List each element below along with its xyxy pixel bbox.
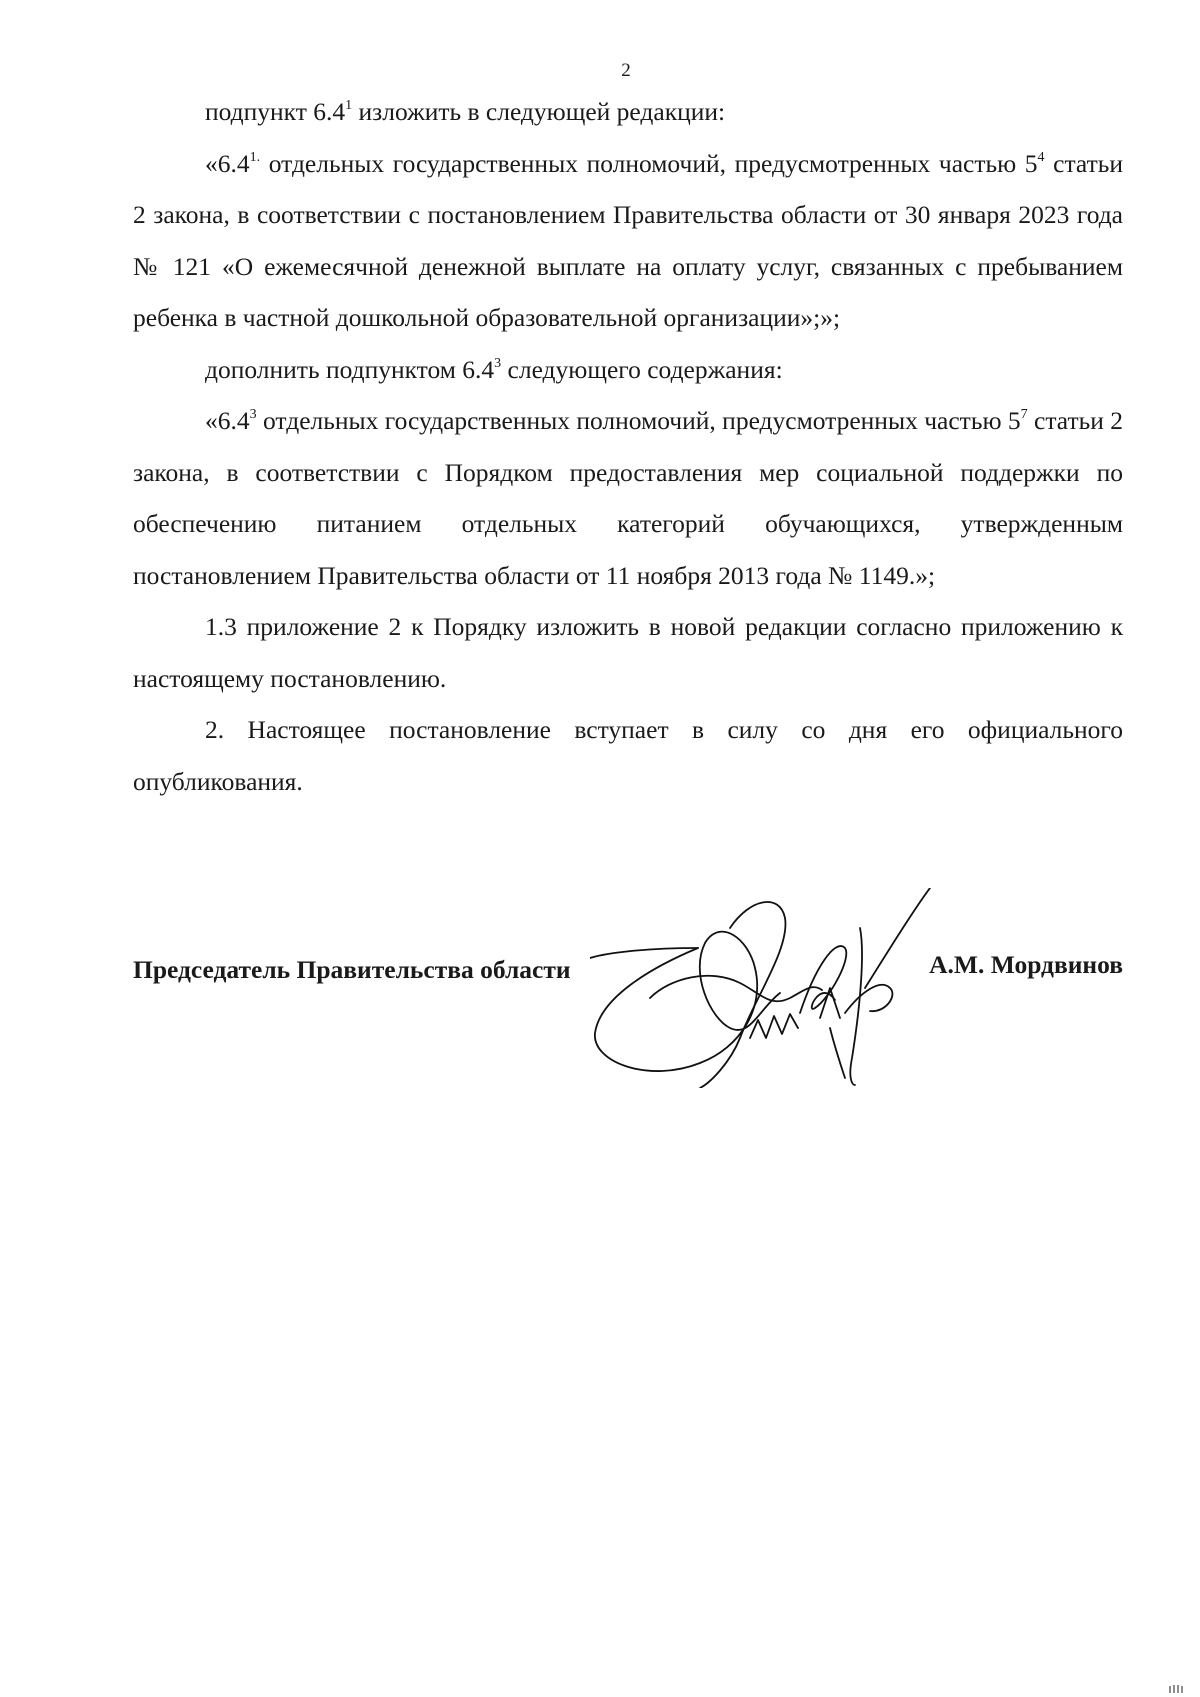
paragraph-text: изложить в следующей редакции: xyxy=(352,97,726,126)
document-body xyxy=(133,86,1123,807)
page-number: 2 xyxy=(621,60,631,81)
handwritten-signature xyxy=(590,888,940,1088)
paragraph-text: статьи 2 закона, в соответствии с Порядком предоставления мер социальной поддержки по обеспечению питанием отдельных категорий обучающихся, утвержденным постановлением Правительства области от 11 ноября 2013 года № 1149.»; xyxy=(133,406,1123,590)
paragraph xyxy=(133,395,1123,601)
signer-name: А.М. Мордвинов xyxy=(929,950,1123,979)
signer-position: Председатель Правительства области xyxy=(133,955,571,984)
superscript-index: 1 xyxy=(345,98,353,113)
superscript-index: 1. xyxy=(249,149,261,165)
paragraph xyxy=(133,344,1123,396)
paragraph-text: «6.4 xyxy=(205,148,250,178)
paragraph-text: дополнить подпунктом 6.4 xyxy=(205,354,495,384)
paragraph-text: 2. Настоящее постановление вступает в силу со дня его официального опубликования. xyxy=(133,715,1123,796)
paragraph xyxy=(133,86,1123,138)
paragraph-text: 1.3 приложение 2 к Порядку изложить в новой редакции согласно приложению к настоящему постановлению. xyxy=(133,612,1123,693)
paragraph-text: статьи 2 закона, в соответствии с постановлением Правительства области от 30 января 2023 года № 121 «О ежемесячной денежной выплате на оплату услуг, связанных с пребыванием ребенка в частной дошкольной образовательной организации»;»; xyxy=(133,148,1123,332)
paragraph-text: отдельных государственных полномочий, предусмотренных частью 5 xyxy=(260,148,1038,178)
superscript-index: 4 xyxy=(1037,149,1045,165)
superscript-index: 3 xyxy=(494,355,502,371)
paragraph-text: подпункт 6.4 xyxy=(205,97,346,126)
paragraph-text: отдельных государственных полномочий, предусмотренных частью 5 xyxy=(256,406,1021,435)
superscript-index: 7 xyxy=(1020,407,1028,422)
paragraph xyxy=(133,601,1123,704)
superscript-index: 3 xyxy=(249,407,257,422)
paragraph-text: «6.4 xyxy=(205,406,250,435)
paragraph-text: следующего содержания: xyxy=(501,354,783,384)
scan-mark xyxy=(1168,1684,1190,1694)
paragraph xyxy=(133,138,1123,344)
paragraph xyxy=(133,704,1123,807)
